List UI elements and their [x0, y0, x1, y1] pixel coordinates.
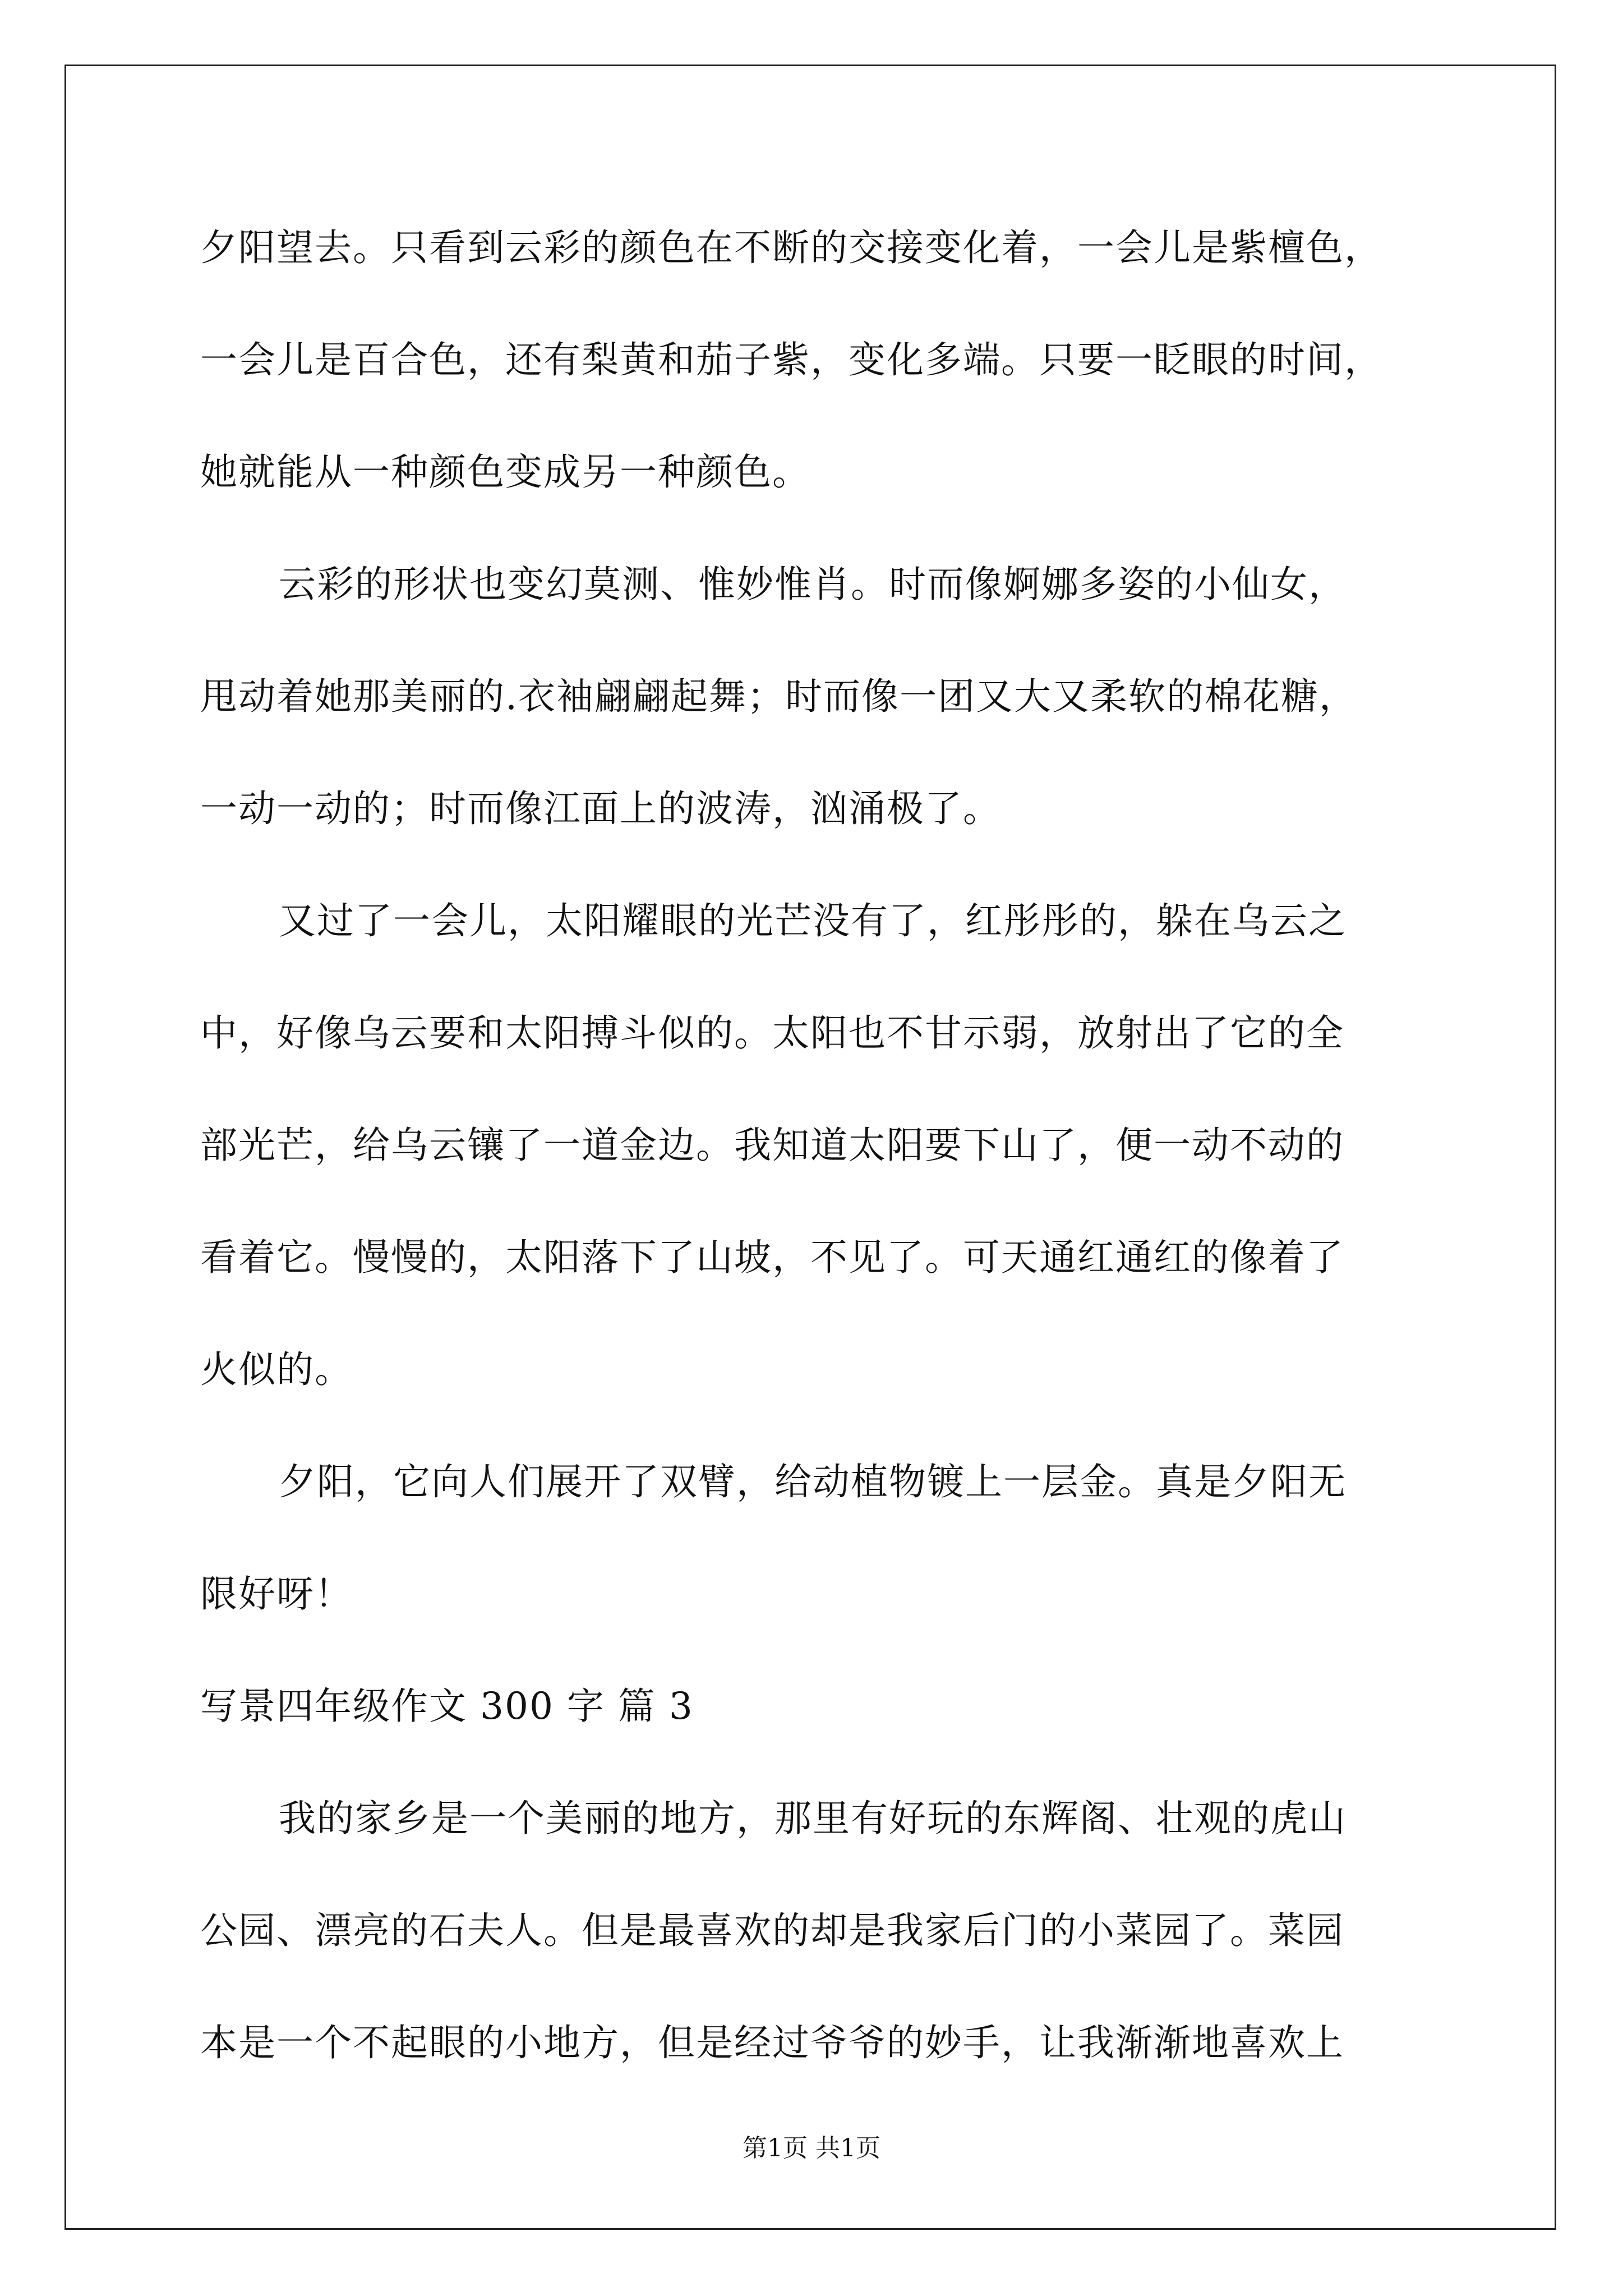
paragraph-start-line: 云彩的形状也变幻莫测、惟妙惟肖。时而像婀娜多姿的小仙女，: [279, 563, 1347, 606]
document-body: [200, 214, 1434, 2122]
text-line: 限好呀！: [200, 1572, 353, 1616]
section-heading: 写景四年级作文 300 字 篇 3: [200, 1685, 694, 1728]
paragraph-start-line: 夕阳，它向人们展开了双臂，给动植物镀上一层金。真是夕阳无: [279, 1460, 1347, 1503]
paragraph-start-line: 又过了一会儿，太阳耀眼的光芒没有了，红彤彤的，躲在乌云之: [279, 899, 1347, 942]
text-line: 一会儿是百合色，还有梨黄和茄子紫，变化多端。只要一眨眼的时间，: [200, 338, 1382, 381]
page-number-footer: 第1页 共1页: [743, 2134, 880, 2162]
text-line: 看着它。慢慢的，太阳落下了山坡，不见了。可天通红通红的像着了: [200, 1236, 1344, 1279]
text-line: 中，好像乌云要和太阳搏斗似的。太阳也不甘示弱，放射出了它的全: [200, 1011, 1344, 1055]
text-line: 一动一动的；时而像江面上的波涛，汹涌极了。: [200, 787, 1001, 830]
text-line: 本是一个不起眼的小地方，但是经过爷爷的妙手，让我渐渐地喜欢上: [200, 2021, 1344, 2064]
text-line: 火似的。: [200, 1348, 353, 1391]
text-line: 部光芒，给乌云镶了一道金边。我知道太阳要下山了，便一动不动的: [200, 1124, 1344, 1167]
paragraph-start-line: 我的家乡是一个美丽的地方，那里有好玩的东辉阁、壮观的虎山: [279, 1797, 1347, 1840]
text-line: 公园、漂亮的石夫人。但是最喜欢的却是我家后门的小菜园了。菜园: [200, 1909, 1344, 1952]
text-line: 她就能从一种颜色变成另一种颜色。: [200, 450, 810, 494]
text-line: 夕阳望去。只看到云彩的颜色在不断的交接变化着，一会儿是紫檀色，: [200, 226, 1382, 269]
text-line: 甩动着她那美丽的.衣袖翩翩起舞；时而像一团又大又柔软的棉花糖，: [200, 675, 1357, 718]
